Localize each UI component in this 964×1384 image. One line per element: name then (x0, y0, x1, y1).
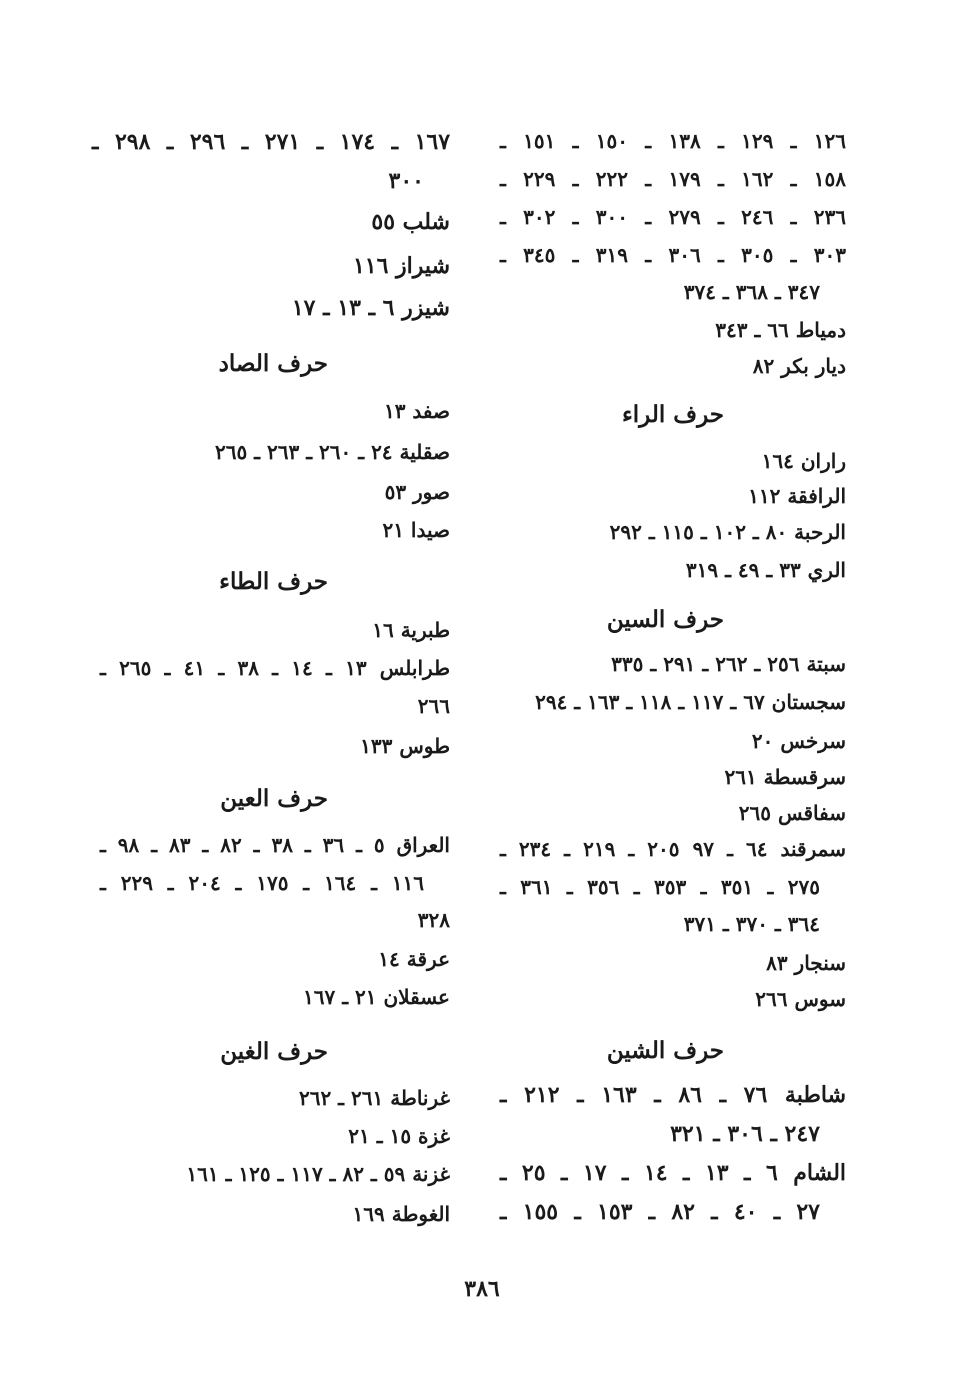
index-entry: شيراز ١١٦ (352, 253, 450, 279)
section-heading: حرف السين (606, 606, 724, 633)
index-entry-continuation: ٢٣٦ ـ ٢٤٦ ـ ٢٧٩ ـ ٣٠٠ ـ ٣٠٢ ـ (500, 205, 846, 229)
index-entry: شيزر ٦ ـ ١٣ ـ ١٧ (291, 295, 450, 321)
index-entry-continuation: ١٦٧ ـ ١٧٤ ـ ٢٧١ ـ ٢٩٦ ـ ٢٩٨ ـ (92, 129, 451, 155)
index-entry-continuation: ١١٦ ـ ١٦٤ ـ ١٧٥ ـ ٢٠٤ ـ ٢٢٩ ـ (100, 871, 424, 895)
section-heading: حرف الطاء (219, 568, 328, 595)
index-entry-continuation: ١٥٨ ـ ١٦٢ ـ ١٧٩ ـ ٢٢٢ ـ ٢٢٩ ـ (500, 167, 846, 191)
index-entry: الرحبة ٨٠ ـ ١٠٢ ـ ١١٥ ـ ٢٩٢ (609, 520, 846, 544)
index-entry-continuation: ٣٤٧ ـ ٣٦٨ ـ ٣٧٤ (683, 280, 820, 304)
index-entry: صفد ١٣ (383, 399, 450, 423)
index-entry: العراق ٥ ـ ٣٦ ـ ٣٨ ـ ٨٢ ـ ٨٣ ـ ٩٨ ـ (100, 833, 450, 857)
index-entry: سمرقند ٦٤ ـ ٩٧ ٢٠٥ ـ ٢١٩ ـ ٢٣٤ ـ (500, 837, 846, 861)
index-entry-continuation: ٢٧٥ ـ ٣٥١ ـ ٣٥٣ ـ ٣٥٦ ـ ٣٦١ ـ (500, 875, 820, 899)
index-entry: الري ٣٣ ـ ٤٩ ـ ٣١٩ (685, 558, 846, 582)
section-heading: حرف الصاد (218, 350, 328, 377)
index-entry: طرابلس ١٣ ـ ١٤ ـ ٣٨ ـ ٤١ ـ ٢٦٥ ـ (100, 656, 451, 680)
index-entry: الغوطة ١٦٩ (352, 1202, 450, 1226)
index-entry-continuation: ٢٤٧ ـ ٣٠٦ ـ ٣٢١ (670, 1121, 820, 1147)
index-entry: سنجار ٨٣ (766, 951, 846, 975)
section-heading: حرف العين (220, 785, 328, 812)
index-entry-continuation: ١٢٦ ـ ١٢٩ ـ ١٣٨ ـ ١٥٠ ـ ١٥١ ـ (500, 129, 846, 153)
index-entry: سبتة ٢٥٦ ـ ٢٦٢ ـ ٢٩١ ـ ٣٣٥ (611, 652, 846, 676)
index-entry: راران ١٦٤ (761, 449, 846, 473)
index-entry: عسقلان ٢١ ـ ١٦٧ (303, 985, 450, 1009)
index-entry: طبرية ١٦ (372, 618, 450, 642)
section-heading: حرف الغين (220, 1038, 328, 1065)
section-heading: حرف الراء (621, 401, 724, 428)
index-entry-continuation: ٢٧ ـ ٤٠ ـ ٨٢ ـ ١٥٣ ـ ١٥٥ ـ (500, 1199, 820, 1225)
index-entry: عرقة ١٤ (378, 947, 450, 971)
index-entry: صيدا ٢١ (382, 518, 450, 542)
index-entry: ديار بكر ٨٢ (752, 354, 846, 378)
index-entry: غزنة ٥٩ ـ ٨٢ ـ ١١٧ ـ ١٢٥ ـ ١٦١ (186, 1162, 450, 1186)
section-heading: حرف الشين (606, 1037, 724, 1064)
index-entry: غزة ١٥ ـ ٢١ (348, 1124, 450, 1148)
index-entry: سوس ٢٦٦ (755, 987, 846, 1011)
index-entry: الرافقة ١١٢ (748, 484, 846, 508)
index-entry: الشام ٦ ـ ١٣ ـ ١٤ ـ ١٧ ـ ٢٥ ـ (500, 1160, 847, 1186)
index-entry-continuation: ٣٦٤ ـ ٣٧٠ ـ ٣٧١ (683, 912, 820, 936)
index-entry: غرناطة ٢٦١ ـ ٢٦٢ (298, 1086, 450, 1110)
index-entry: دمياط ٦٦ ـ ٣٤٣ (715, 318, 846, 342)
index-entry: سرقسطة ٢٦١ (724, 765, 846, 789)
index-entry: طوس ١٣٣ (360, 734, 450, 758)
index-entry: شاطبة ٧٦ ـ ٨٦ ـ ١٦٣ ـ ٢١٢ ـ (500, 1082, 847, 1108)
index-entry: صور ٥٣ (384, 480, 450, 504)
index-entry: سفاقس ٢٦٥ (738, 801, 846, 825)
index-entry: سرخس ٢٠ (751, 729, 846, 753)
index-entry-continuation: ٣٠٣ ـ ٣٠٥ ـ ٣٠٦ ـ ٣١٩ ـ ٣٤٥ ـ (500, 243, 846, 267)
index-entry-continuation: ٣٢٨ (417, 908, 450, 932)
index-entry: سجستان ٦٧ ـ ١١٧ ـ ١١٨ ـ ١٦٣ ـ ٢٩٤ (535, 690, 846, 714)
index-entry: صقلية ٢٤ ـ ٢٦٠ ـ ٢٦٣ ـ ٢٦٥ (214, 440, 450, 464)
index-entry-continuation: ٢٦٦ (417, 694, 450, 718)
page-number: ٣٨٦ (464, 1276, 500, 1302)
index-entry-continuation: ٣٠٠ (388, 168, 424, 194)
index-entry: شلب ٥٥ (371, 209, 450, 235)
